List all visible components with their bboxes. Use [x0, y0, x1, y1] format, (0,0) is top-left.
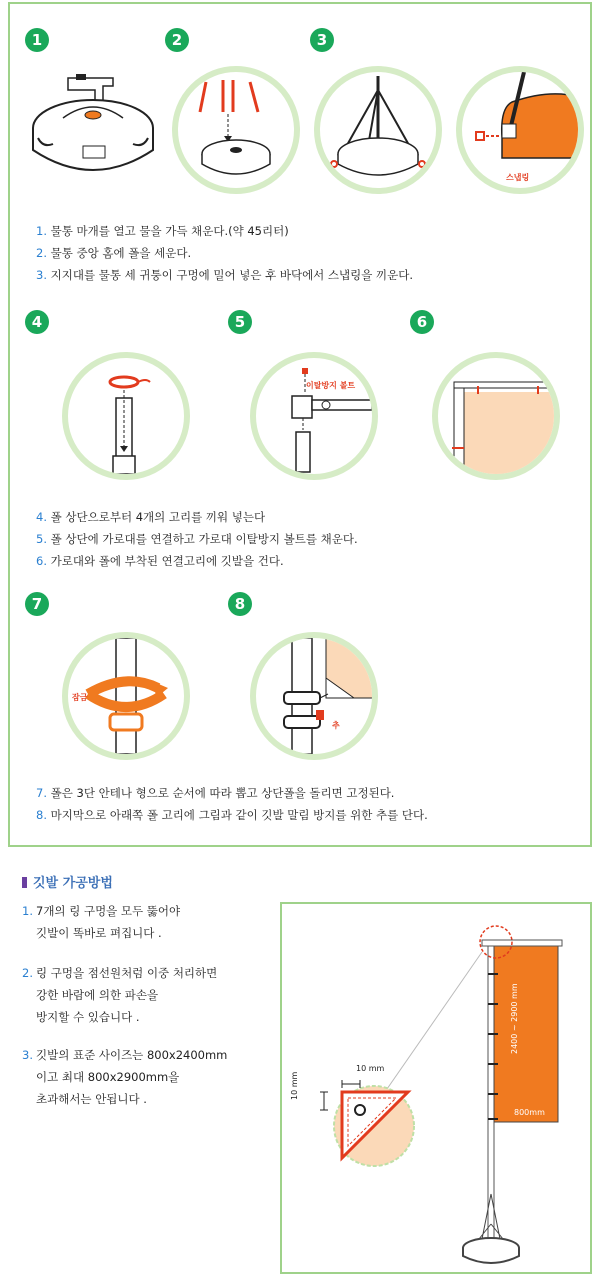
flag-size-diagram — [280, 902, 592, 1274]
step-3-circle — [314, 66, 442, 194]
dimension-top-label: 10 mm — [356, 1064, 385, 1073]
step-badge-8: 8 — [228, 592, 252, 616]
bullet-mark-icon — [22, 877, 27, 888]
step-item-2: 2. 물통 중앙 홈에 폴을 세운다. — [36, 246, 192, 260]
step-badge-4: 4 — [25, 310, 49, 334]
step-item-7: 7. 폴은 3단 안테나 형으로 순서에 따라 뽑고 상단폴을 돌리면 고정된다. — [36, 786, 395, 800]
step-8-circle — [250, 632, 378, 760]
step-list-group-3 — [36, 782, 428, 826]
step-item-1: 1. 물통 마개를 열고 물을 가득 채운다.(약 45리터) — [36, 224, 289, 238]
step-badge-2: 2 — [165, 28, 189, 52]
step-4-circle — [62, 352, 190, 480]
snap-ring-label: 스냅링 — [506, 173, 530, 182]
flag-height-label: 2400 ~ 2900 mm — [510, 983, 519, 1054]
guide-item-2: 2. 링 구멍을 점선원처럼 이중 처리하면 강한 바람에 의한 파손을 방지할 수 있습니다 . — [22, 966, 218, 1024]
step-5-circle — [250, 352, 378, 480]
step-2-circle — [172, 66, 300, 194]
step-badge-6: 6 — [410, 310, 434, 334]
step-list-group-1 — [36, 220, 413, 286]
anti-detach-bolt-label: 이탈방지 볼트 — [306, 381, 356, 390]
flag-width-label: 800mm — [514, 1108, 545, 1117]
guide-item-3: 3. 깃발의 표준 사이즈는 800x2400mm 이고 최대 800x2900mm을 초과해서는 안됩니다 . — [22, 1048, 228, 1106]
snap-ring-detail-circle — [456, 66, 584, 194]
step-badge-3: 3 — [310, 28, 334, 52]
step-item-6: 6. 가로대와 폴에 부착된 연결고리에 깃발을 건다. — [36, 554, 284, 568]
step-badge-7: 7 — [25, 592, 49, 616]
step-item-8: 8. 마지막으로 아래쪽 폴 고리에 그림과 같이 깃발 말림 방지를 위한 추를 단다. — [36, 808, 428, 822]
step-7-circle — [62, 632, 190, 760]
step-list-group-2 — [36, 506, 358, 572]
guide-item-1: 1. 7개의 링 구멍을 모두 뚫어야 깃발이 똑바로 펴집니다 . — [22, 904, 181, 940]
step-item-3: 3. 지지대를 물통 세 귀퉁이 구멍에 밀어 넣은 후 바닥에서 스냅링을 끼운다. — [36, 268, 414, 282]
water-tank-illustration — [28, 70, 168, 190]
flag-section-title: 깃발 가공방법 — [22, 872, 113, 891]
step-badge-1: 1 — [25, 28, 49, 52]
dimension-side-label: 10 mm — [290, 1071, 299, 1100]
lock-label: 잠금 — [72, 693, 88, 702]
weight-label: 추 — [332, 721, 340, 730]
step-item-4: 4. 폴 상단으로부터 4개의 고리를 끼워 넣는다 — [36, 510, 266, 524]
step-item-5: 5. 폴 상단에 가로대를 연결하고 가로대 이탈방지 볼트를 채운다. — [36, 532, 358, 546]
step-6-circle — [432, 352, 560, 480]
step-badge-5: 5 — [228, 310, 252, 334]
